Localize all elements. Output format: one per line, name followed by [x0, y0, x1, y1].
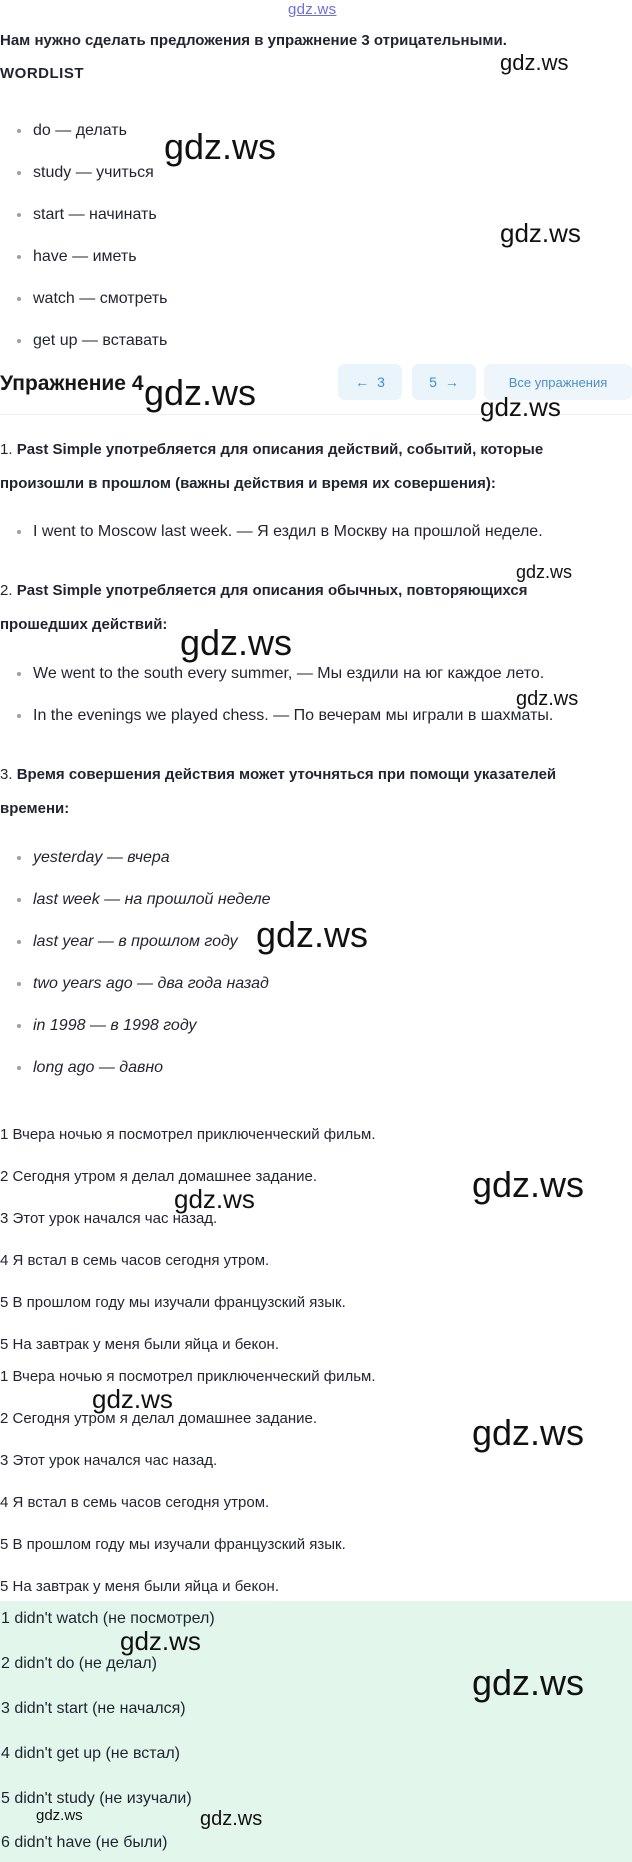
list-item: study — учиться [0, 152, 620, 194]
list-item: In the evenings we played chess. — По вечерам мы играли в шахматы. [0, 695, 620, 737]
watermark: gdz.ws [200, 1808, 263, 1830]
arrow-right-icon: → [444, 374, 459, 390]
watermark: gdz.ws [164, 126, 277, 167]
sentence-line: 3 Этот урок начался час назад. [0, 1452, 218, 1469]
watermark: gdz.ws [500, 218, 581, 248]
watermark: gdz.ws [120, 1626, 201, 1656]
sentence-line: 4 Я встал в семь часов сегодня утром. [0, 1252, 270, 1269]
wordlist-title: WORDLIST [0, 65, 84, 82]
sentence-line: 5 На завтрак у меня были яйца и бекон. [0, 1578, 280, 1595]
rule-text: употребляется для описания обычных, повторяющихся прошедших действий: [0, 582, 528, 633]
sentence-line: 2 Сегодня утром я делал домашнее задание. [0, 1410, 318, 1427]
rule-number: 2. [0, 582, 13, 599]
list-item: long ago — давно [0, 1047, 620, 1089]
site-logo-link[interactable]: gdz.ws [288, 1, 337, 18]
all-exercises-label: Все упражнения [508, 374, 608, 390]
answer-line: 5 didn't study (не изучали) [1, 1790, 192, 1807]
rule-term: Past Simple [16, 441, 102, 458]
watermark: gdz.ws [472, 1412, 585, 1453]
list-item: yesterday — вчера [0, 837, 620, 879]
list-item: in 1998 — в 1998 году [0, 1005, 620, 1047]
list-item: watch — смотреть [0, 278, 620, 320]
sentence-line: 1 Вчера ночью я посмотрел приключенческий фильм. [0, 1368, 376, 1385]
answer-line: 2 didn't do (не делал) [1, 1655, 157, 1672]
watermark: gdz.ws [92, 1384, 173, 1414]
next-exercise-label: 5 [429, 374, 437, 390]
answer-line: 1 didn't watch (не посмотрел) [1, 1610, 215, 1627]
list-item: I went to Moscow last week. — Я ездил в Москву на прошлой неделе. [0, 511, 620, 553]
rule-3 [0, 758, 600, 826]
sentence-line: 5 На завтрак у меня были яйца и бекон. [0, 1336, 280, 1353]
rule-text: Время совершения действия может уточняться при помощи указателей времени: [0, 766, 557, 817]
list-item: have — иметь [0, 236, 620, 278]
watermark: gdz.ws [144, 372, 257, 413]
answer-line: 6 didn't have (не были) [1, 1834, 168, 1851]
rule-number: 1. [0, 441, 13, 458]
answer-line: 4 didn't get up (не встал) [1, 1745, 181, 1762]
watermark: gdz.ws [480, 392, 561, 422]
watermark: gdz.ws [472, 1662, 585, 1703]
prev-exercise-label: 3 [377, 374, 385, 390]
answer-line: 3 didn't start (не начался) [1, 1700, 186, 1717]
list-item: last year — в прошлом году [0, 921, 620, 963]
time-markers-list [0, 837, 620, 1089]
watermark: gdz.ws [180, 622, 293, 663]
sentence-line: 5 В прошлом году мы изучали французский язык. [0, 1536, 346, 1553]
rule-1 [0, 433, 600, 501]
watermark: gdz.ws [472, 1164, 585, 1205]
next-exercise-button[interactable] [412, 364, 476, 400]
intro-text: Нам нужно сделать предложения в упражнение 3 отрицательными. [0, 32, 507, 49]
list-item: We went to the south every summer, — Мы ездили на юг каждое лето. [0, 653, 620, 695]
arrow-left-icon: ← [355, 374, 370, 390]
watermark: gdz.ws [174, 1184, 255, 1214]
exercise-title: Упражнение 4 [0, 372, 144, 395]
watermark: gdz.ws [500, 50, 569, 75]
rule-text: употребляется для описания действий, событий, которые произошли в прошлом (важны действия и время их совершения): [0, 441, 544, 492]
list-item: start — начинать [0, 194, 620, 236]
answers-panel [0, 1601, 632, 1862]
watermark: gdz.ws [516, 688, 579, 710]
sentence-line: 2 Сегодня утром я делал домашнее задание. [0, 1168, 318, 1185]
list-item: get up — вставать [0, 320, 620, 362]
prev-exercise-button[interactable] [338, 364, 402, 400]
rule-number: 3. [0, 766, 13, 783]
list-item: two years ago — два года назад [0, 963, 620, 1005]
sentence-line: 4 Я встал в семь часов сегодня утром. [0, 1494, 270, 1511]
watermark: gdz.ws [256, 914, 369, 955]
list-item: do — делать [0, 110, 620, 152]
watermark: gdz.ws [516, 562, 573, 582]
rule-1-examples [0, 511, 620, 553]
sentence-line: 1 Вчера ночью я посмотрел приключенческий фильм. [0, 1126, 376, 1143]
watermark: gdz.ws [36, 1807, 83, 1824]
rule-term: Past Simple [16, 582, 102, 599]
sentence-line: 3 Этот урок начался час назад. [0, 1210, 218, 1227]
sentence-line: 5 В прошлом году мы изучали французский язык. [0, 1294, 346, 1311]
list-item: last week — на прошлой неделе [0, 879, 620, 921]
rule-2 [0, 574, 600, 642]
